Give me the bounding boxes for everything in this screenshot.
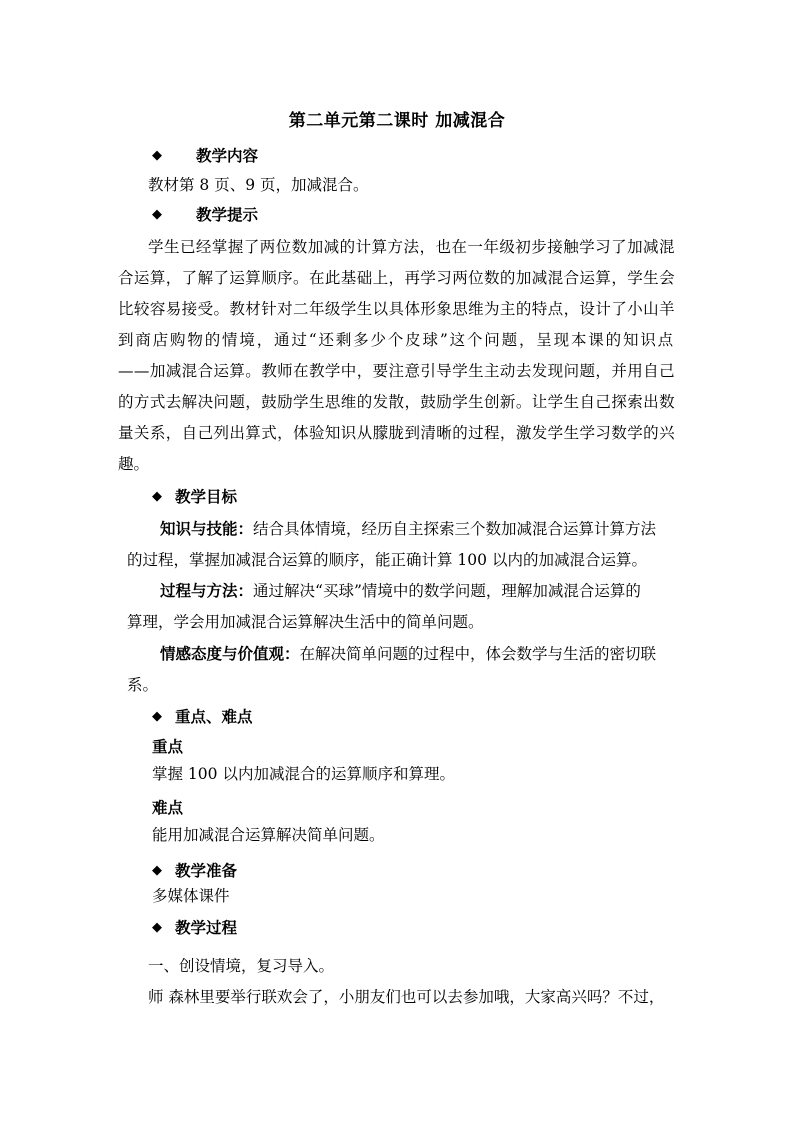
goal-knowledge-text: 结合具体情境，经历自主探索三个数加减混合运算计算方法: [253, 520, 657, 538]
hint-line-3: 比较容易接受。教材针对二年级学生以具体形象思维为主的特点，设计了小山羊: [118, 300, 675, 318]
content-text: 教材第 8 页、9 页，加减混合。: [148, 176, 369, 194]
section-heading-prep: 教学准备: [175, 861, 238, 880]
hint-line-8: 趣。: [118, 455, 150, 473]
section-heading-key-points: 重点、难点: [175, 707, 253, 726]
bullet-icon: ◆: [152, 489, 162, 504]
section-heading-process: 教学过程: [175, 918, 238, 937]
page-title: 第二单元第二课时 加减混合: [288, 111, 506, 131]
key-label: 重点: [152, 737, 184, 756]
bullet-icon: ◆: [152, 863, 162, 878]
bullet-icon: ◆: [152, 920, 162, 935]
hint-line-1: 学生已经掌握了两位数加减的计算方法，也在一年级初步接触学习了加减混: [148, 238, 675, 256]
goal-process-line-2: 算理，学会用加减混合运算解决生活中的简单问题。: [127, 613, 484, 631]
bullet-icon: ◆: [152, 207, 162, 222]
goal-process-label: 过程与方法：: [160, 581, 254, 600]
difficult-text: 能用加减混合运算解决简单问题。: [152, 826, 385, 844]
key-text: 掌握 100 以内加减混合的运算顺序和算理。: [152, 765, 455, 783]
hint-line-7: 量关系，自己列出算式，体验知识从朦胧到清晰的过程，激发学生学习数学的兴: [118, 424, 675, 442]
goal-emotion-label: 情感态度与价值观：: [160, 644, 300, 663]
prep-text: 多媒体课件: [152, 887, 230, 905]
goal-emotion-line-2: 系。: [127, 676, 159, 694]
hint-line-6: 的方式去解决问题，鼓励学生思维的发散，鼓励学生创新。让学生自己探索出数: [118, 393, 675, 411]
section-heading-hint: 教学提示: [196, 205, 259, 224]
bullet-icon: ◆: [152, 709, 162, 724]
hint-line-2: 合运算，了解了运算顺序。在此基础上，再学习两位数的加减混合运算，学生会: [118, 269, 675, 287]
process-teacher-line: 师 森林里要举行联欢会了，小朋友们也可以去参加哦，大家高兴吗？不过，: [148, 988, 665, 1006]
goal-emotion-line-1: [160, 643, 656, 665]
goal-emotion-text: 在解决简单问题的过程中，体会数学与生活的密切联: [299, 645, 657, 663]
goal-knowledge-line-2: 的过程，掌握加减混合运算的顺序，能正确计算 100 以内的加减混合运算。: [127, 551, 647, 569]
goal-knowledge-line-1: [160, 518, 656, 540]
difficult-label: 难点: [152, 798, 184, 817]
hint-line-4: 到商店购物的情境，通过“还剩多少个皮球”这个问题，呈现本课的知识点: [118, 331, 675, 349]
goal-knowledge-label: 知识与技能：: [160, 519, 254, 538]
bullet-icon: ◆: [152, 148, 162, 163]
section-heading-content: 教学内容: [196, 146, 259, 165]
hint-line-5: ——加减混合运算。教师在教学中，要注意引导学生主动去发现问题，并用自己: [118, 362, 675, 380]
goal-process-text: 通过解决“买球”情境中的数学问题，理解加减混合运算的: [253, 582, 641, 600]
goal-process-line-1: [160, 580, 641, 602]
process-step-1: 一、创设情境，复习导入。: [148, 957, 335, 975]
section-heading-goals: 教学目标: [175, 487, 238, 506]
